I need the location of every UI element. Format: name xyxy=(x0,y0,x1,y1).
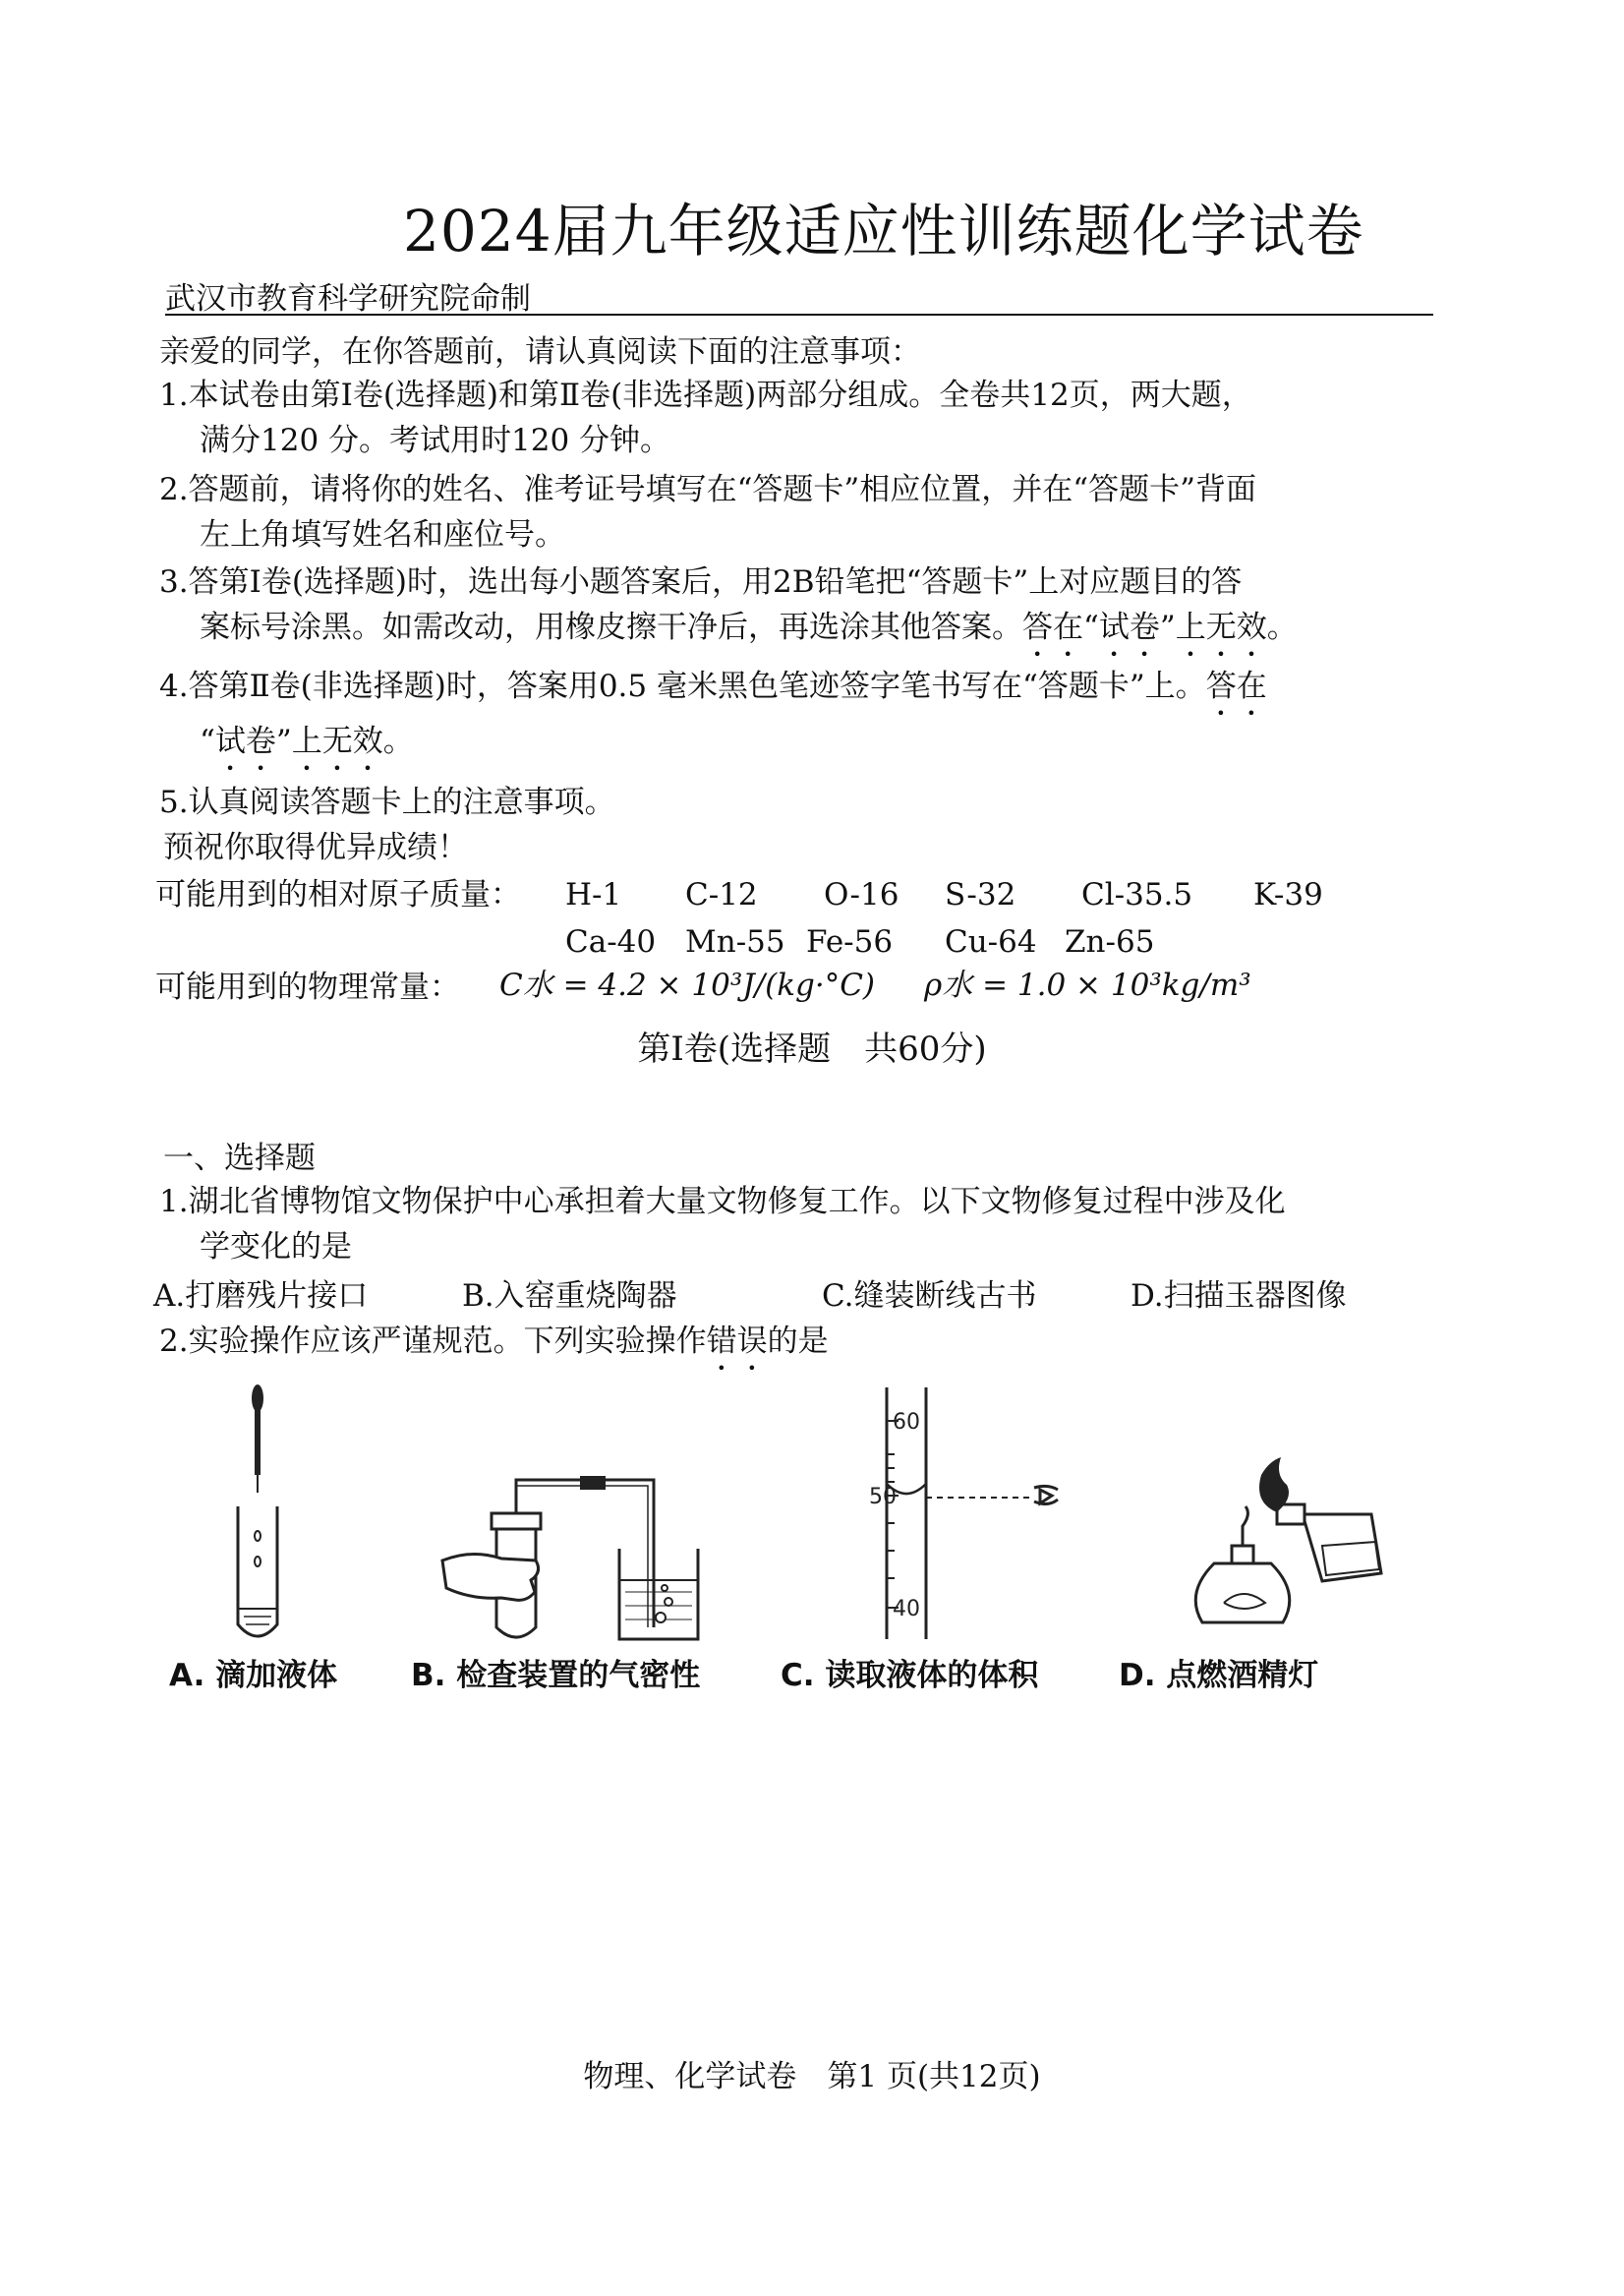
cylinder-tick-40: 40 xyxy=(893,1597,920,1621)
hand xyxy=(442,1554,539,1600)
header-rule xyxy=(165,314,1433,316)
page-footer: 物理、化学试卷 第1 页(共12页) xyxy=(583,2059,1041,2094)
note-3-line-2 xyxy=(200,608,1298,664)
mass-cl: Cl-35.5 xyxy=(1081,877,1193,913)
cylinder-tick-50: 50 xyxy=(869,1485,897,1509)
cylinder-tick-60: 60 xyxy=(893,1410,920,1435)
mass-mn: Mn-55 xyxy=(685,924,785,960)
mass-zn: Zn-65 xyxy=(1065,924,1155,960)
q2-caption-b: B. 检查装置的气密性 xyxy=(411,1658,701,1693)
constant-specific-heat: C水 = 4.2 × 10³J/(kg·°C) xyxy=(499,968,876,1003)
beaker xyxy=(619,1549,698,1639)
q1-stem-line-2: 学变化的是 xyxy=(200,1229,352,1265)
q1-option-d: D.扫描玉器图像 xyxy=(1131,1278,1347,1314)
q2-stem-plain: 2.实验操作应该严谨规范。下列实验操作 xyxy=(159,1324,707,1359)
mass-s: S-32 xyxy=(945,877,1016,913)
note-3-emphasis: 答在“试卷”上无效。 xyxy=(1022,610,1298,645)
q2-caption-c: C. 读取液体的体积 xyxy=(781,1658,1039,1693)
wick-left xyxy=(1243,1506,1247,1546)
wish: 预祝你取得优异成绩！ xyxy=(163,830,468,865)
mass-h: H-1 xyxy=(565,877,622,913)
mass-o: O-16 xyxy=(824,877,899,913)
note-3-line-2-plain: 案标号涂黑。如需改动，用橡皮擦干净后，再选涂其他答案。 xyxy=(200,610,1022,645)
note-4-emphasis-a: 答在 xyxy=(1205,669,1267,704)
greeting: 亲爱的同学，在你答题前，请认真阅读下面的注意事项： xyxy=(159,334,921,370)
exam-title: 2024届九年级适应性训练题化学试卷 xyxy=(403,198,1364,265)
alcohol-lamp-left xyxy=(1195,1563,1290,1622)
dropper-bulb xyxy=(252,1384,263,1412)
mass-k: K-39 xyxy=(1253,877,1323,913)
note-4-line-1-plain: 4.答第Ⅱ卷(非选择题)时，答案用0.5 毫米黑色笔迹签字笔书写在“答题卡”上。 xyxy=(159,669,1206,704)
constant-density: ρ水 = 1.0 × 10³kg/m³ xyxy=(924,968,1251,1003)
mass-ca: Ca-40 xyxy=(565,924,657,960)
flame xyxy=(1259,1457,1289,1512)
q2-stem-emphasis: 错误 xyxy=(706,1324,768,1359)
note-1-line-1: 1.本试卷由第Ⅰ卷(选择题)和第Ⅱ卷(非选择题)两部分组成。全卷共12页，两大题， xyxy=(159,378,1252,413)
masses-label: 可能用到的相对原子质量： xyxy=(155,877,521,913)
q1-option-a: A.打磨残片接口 xyxy=(153,1278,369,1314)
q2-caption-a: A. 滴加液体 xyxy=(169,1658,338,1693)
tube-connector xyxy=(580,1476,606,1490)
q1-option-b: B.入窑重烧陶器 xyxy=(462,1278,677,1314)
mass-fe: Fe-56 xyxy=(806,924,894,960)
eye-icon xyxy=(1034,1486,1058,1503)
dropper-tube xyxy=(255,1410,261,1475)
figure-c-graduated-cylinder xyxy=(865,1382,1081,1647)
q2-caption-d: D. 点燃酒精灯 xyxy=(1119,1658,1319,1693)
note-3-line-1: 3.答第Ⅰ卷(选择题)时，选出每小题答案后，用2B铅笔把“答题卡”上对应题目的答 xyxy=(159,564,1243,600)
note-1-line-2: 满分120 分。考试用时120 分钟。 xyxy=(200,423,671,458)
rubber-stopper xyxy=(492,1513,541,1529)
q1-option-c: C.缝装断线古书 xyxy=(822,1278,1037,1314)
lamp-neck-left xyxy=(1232,1546,1253,1563)
mass-cu: Cu-64 xyxy=(945,924,1037,960)
drop-2 xyxy=(255,1557,261,1566)
section-title: 第Ⅰ卷(选择题 共60分) xyxy=(637,1030,987,1069)
q1-stem-line-1: 1.湖北省博物馆文物保护中心承担着大量文物修复工作。以下文物修复过程中涉及化 xyxy=(159,1184,1286,1219)
q2-stem-end: 的是 xyxy=(767,1324,829,1359)
note-2-line-2: 左上角填写姓名和座位号。 xyxy=(200,517,565,553)
part-title: 一、选择题 xyxy=(163,1141,316,1176)
figure-d-alcohol-lamp xyxy=(1175,1455,1391,1647)
mass-c: C-12 xyxy=(685,877,758,913)
figure-a-dropper xyxy=(216,1377,315,1652)
bubble xyxy=(656,1613,666,1622)
note-4-line-1 xyxy=(159,667,1267,723)
note-4-emphasis-b: “试卷”上无效。 xyxy=(200,724,414,759)
drop-1 xyxy=(255,1531,261,1541)
note-2-line-1: 2.答题前，请将你的姓名、准考证号填写在“答题卡”相应位置，并在“答题卡”背面 xyxy=(159,472,1256,507)
figure-b-airtight-check xyxy=(433,1470,767,1647)
constants-label: 可能用到的物理常量： xyxy=(155,970,460,1005)
note-4-line-2 xyxy=(200,722,414,778)
note-5: 5.认真阅读答题卡上的注意事项。 xyxy=(159,785,615,820)
q2-stem xyxy=(159,1322,829,1378)
issuer: 武汉市教育科学研究院命制 xyxy=(165,281,531,317)
